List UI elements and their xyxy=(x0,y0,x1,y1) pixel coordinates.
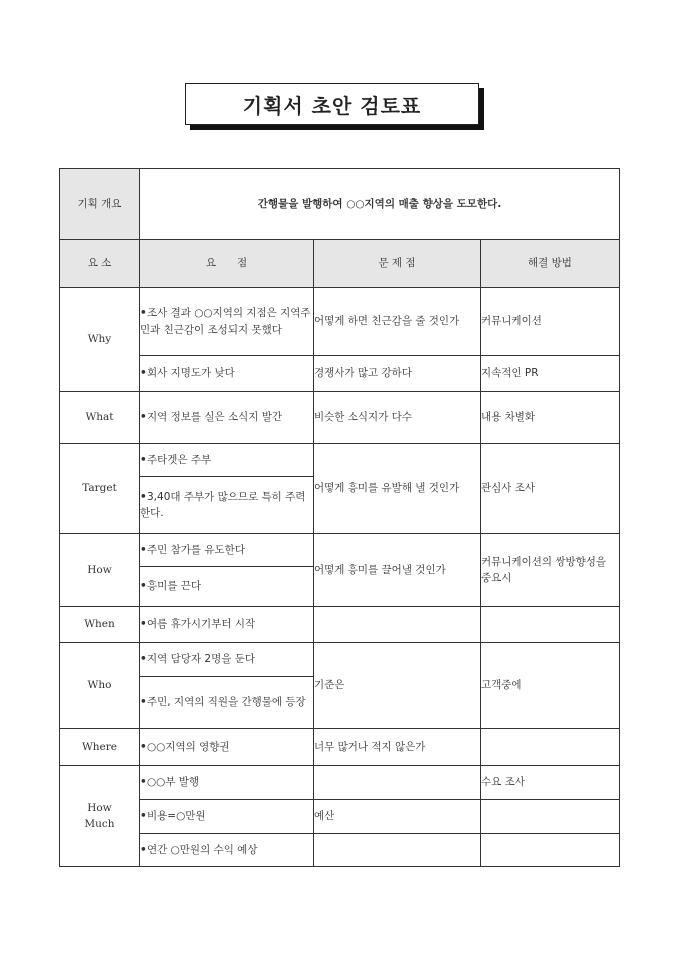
problem-cell xyxy=(314,607,481,643)
list-item: •주타겟은 주부 xyxy=(140,444,314,477)
bullet-icon: • xyxy=(140,776,147,789)
table-row xyxy=(60,356,620,392)
table-row xyxy=(60,800,620,834)
list-item: •○○부 발행 xyxy=(140,766,314,800)
list-item: •조사 결과 ○○지역의 지점은 지역주민과 친근감이 조성되지 못했다 xyxy=(140,288,314,356)
list-item: •3,40대 주부가 많으므로 특히 주력한다. xyxy=(140,477,314,534)
list-item: •지역 정보를 실은 소식지 발간 xyxy=(140,392,314,444)
table-row xyxy=(60,534,620,567)
solution-cell xyxy=(481,834,620,867)
bullet-icon: • xyxy=(140,453,147,466)
bullet-icon: • xyxy=(140,411,147,424)
bullet-icon: • xyxy=(140,653,147,666)
list-item: •주민, 지역의 직원을 간행물에 등장 xyxy=(140,677,314,729)
table-row xyxy=(60,392,620,444)
list-item: •여름 휴가시기부터 시작 xyxy=(140,607,314,643)
bullet-icon: • xyxy=(140,740,147,753)
list-item: •○○지역의 영향권 xyxy=(140,729,314,766)
solution-cell xyxy=(481,607,620,643)
header-element: 요 소 xyxy=(60,240,140,288)
table-row xyxy=(60,607,620,643)
header-point: 요 점 xyxy=(140,240,314,288)
solution-cell: 내용 차별화 xyxy=(481,392,620,444)
header-row xyxy=(60,240,620,288)
solution-cell: 커뮤니케이션의 쌍방향성을 중요시 xyxy=(481,534,620,607)
overview-text: 간행물을 발행하여 ○○지역의 매출 향상을 도모한다. xyxy=(140,169,620,240)
solution-cell xyxy=(481,729,620,766)
table-row xyxy=(60,444,620,477)
problem-cell xyxy=(314,766,481,800)
solution-cell: 지속적인 PR xyxy=(481,356,620,392)
problem-cell: 기준은 xyxy=(314,643,481,729)
list-item: •지역 담당자 2명을 둔다 xyxy=(140,643,314,677)
section-label-howmuch: How Much xyxy=(60,766,140,867)
solution-cell: 커뮤니케이션 xyxy=(481,288,620,356)
section-label-who: Who xyxy=(60,643,140,729)
section-label-why: Why xyxy=(60,288,140,392)
problem-cell: 경쟁사가 많고 강하다 xyxy=(314,356,481,392)
problem-cell: 비슷한 소식지가 다수 xyxy=(314,392,481,444)
table-row xyxy=(60,729,620,766)
section-label-what: What xyxy=(60,392,140,444)
solution-cell: 고객중에 xyxy=(481,643,620,729)
bullet-icon: • xyxy=(140,580,147,593)
review-table xyxy=(59,168,620,867)
solution-cell: 관심사 조사 xyxy=(481,444,620,534)
problem-cell: 어떻게 흥미를 유발해 낼 것인가 xyxy=(314,444,481,534)
table-row xyxy=(60,834,620,867)
problem-cell: 어떻게 흥미를 끌어낼 것인가 xyxy=(314,534,481,607)
section-label-when: When xyxy=(60,607,140,643)
table-row xyxy=(60,288,620,356)
bullet-icon: • xyxy=(140,810,147,823)
bullet-icon: • xyxy=(140,367,147,380)
bullet-icon: • xyxy=(140,543,147,556)
overview-label: 기획 개요 xyxy=(60,169,140,240)
solution-cell xyxy=(481,800,620,834)
overview-row xyxy=(60,169,620,240)
problem-cell: 너무 많거나 적지 않은가 xyxy=(314,729,481,766)
table-row xyxy=(60,766,620,800)
problem-cell xyxy=(314,834,481,867)
header-problem: 문 제 점 xyxy=(314,240,481,288)
document-title: 기획서 초안 검토표 xyxy=(185,83,479,125)
bullet-icon: • xyxy=(140,696,147,709)
bullet-icon: • xyxy=(140,490,147,503)
section-label-how: How xyxy=(60,534,140,607)
section-label-where: Where xyxy=(60,729,140,766)
bullet-icon: • xyxy=(140,843,147,856)
bullet-icon: • xyxy=(140,618,147,631)
list-item: •주민 참가를 유도한다 xyxy=(140,534,314,567)
problem-cell: 예산 xyxy=(314,800,481,834)
problem-cell: 어떻게 하면 친근감을 줄 것인가 xyxy=(314,288,481,356)
list-item: •회사 지명도가 낮다 xyxy=(140,356,314,392)
list-item: •비용=○만원 xyxy=(140,800,314,834)
table-row xyxy=(60,643,620,677)
section-label-target: Target xyxy=(60,444,140,534)
list-item: •흥미를 끈다 xyxy=(140,567,314,607)
list-item: •연간 ○만원의 수익 예상 xyxy=(140,834,314,867)
header-solution: 해결 방법 xyxy=(481,240,620,288)
solution-cell: 수요 조사 xyxy=(481,766,620,800)
bullet-icon: • xyxy=(140,307,147,320)
